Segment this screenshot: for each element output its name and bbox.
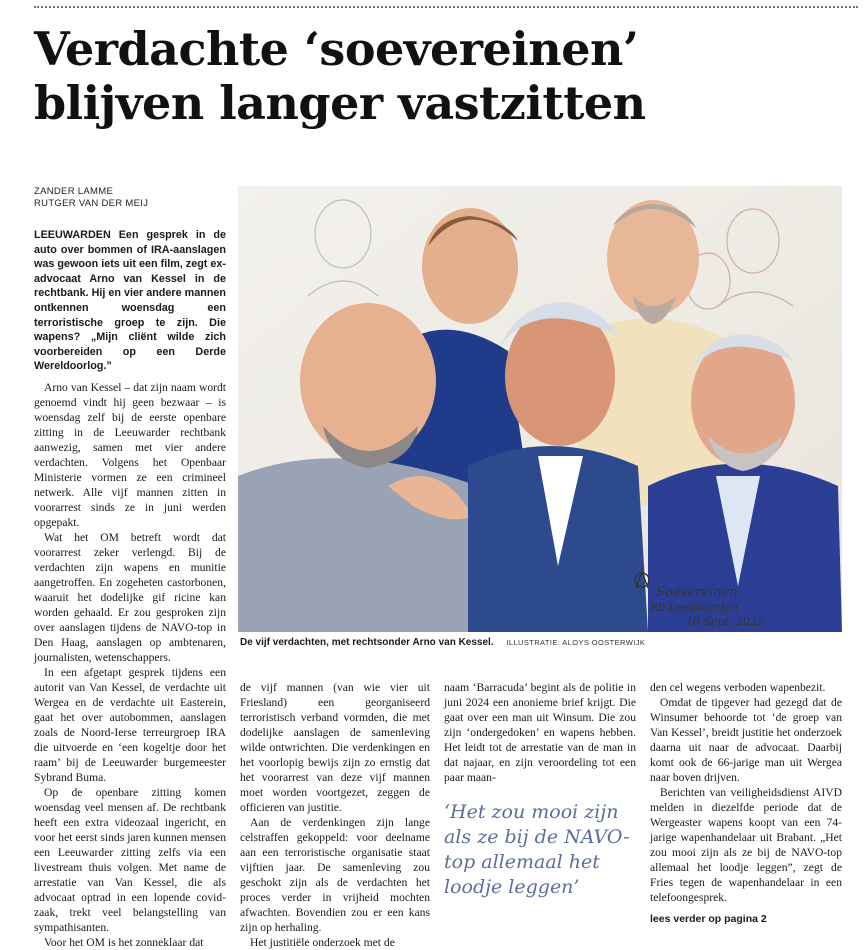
illustration-drawing: [238, 186, 842, 632]
body-paragraph: de vijf mannen (van wie vier uit Friesland) een georganiseerd terroristisch verband vormden, die met dodelijke aanslagen de samenleving wilde ontwrichten. Die verdenkingen en het voorlopig bewijs zijn zo ernstig dat het voorarrest van deze vijf mannen moet worden voortgezet, zeggen de officieren van justitie.: [240, 681, 430, 814]
body-paragraph: Berichten van veiligheidsdienst AIVD melden in diezelfde periode dat de Wergeaster wapens koopt van een 74-jarige wapenhandelaar uit Brabant. „Het zou mooi zijn als ze bij de NAVO-top allemaal het loodje leggen”, zegt de Fries tegen de wapenhandelaar in een telefoongesprek.: [650, 786, 842, 904]
body-paragraph: In een afgetapt gesprek tijdens een autorit van Van Kessel, de verdachte uit Wergea en de verdachte uit Easterein, gaat het over autobommen, aanslagen zoals de Noord-Ierse terreurgroep IRA die uitvoerde en ‘een kogeltje door het raam’ bij de Leeuwarder burgemeester Sybrand Buma.: [34, 665, 226, 784]
body-paragraph: Arno van Kessel – dat zijn naam wordt genoemd vindt hij geen bezwaar – is woensdag zelf bij de eerste openbare zitting in de Leeuwarder rechtbank aanwezig, samen met vier andere verdachten. Volgens het Openbaar Ministerie vormen ze een crimineel netwerk. Alle vijf mannen zitten in voorarrest sinds ze in juni werden opgepakt.: [34, 380, 226, 529]
body-paragraph: den cel wegens verboden wapenbezit.: [650, 681, 826, 694]
body-paragraph: Voor het OM is het zonneklaar dat: [44, 935, 204, 949]
lead-paragraph: LEEUWARDEN Een gesprek in de auto over bommen of IRA-aanslagen was gewoon iets uit een film, zegt ex-advocaat Arno van Kessel in de rechtbank. Hij en vier andere mannen ontkennen woensdag een terroristische groep te zijn. Die wapens? „Mijn cliënt wilde zich voorbereiden op een Derde Wereldoorlog.”: [34, 229, 227, 373]
article-column-2: [240, 680, 430, 950]
article-column-3: [444, 680, 636, 785]
body-paragraph: Omdat de tipgever had gezegd dat de Winsumer behoorde tot ‘de groep van Van Kessel’, breidt justitie het onderzoek daarna uit naar de advocaat. Daarbij komt ook de 66-jarige man uit Wergea naar boven drijven.: [650, 696, 842, 784]
signature-text: Rb Leeuwarden: [650, 601, 739, 614]
author-name: RUTGER VAN DER MEIJ: [34, 198, 149, 209]
body-paragraph: Aan de verdenkingen zijn lange celstraffen gekoppeld: voor deelname aan een terroristische organisatie staat vijftien jaar. De samenleving zou geschokt zijn als de verdachten het proces verder in vrijheid mochten afwachten. Bovendien zou er een kans zijn op herhaling.: [240, 816, 430, 934]
body-paragraph: naam ‘Barracuda’ begint als de politie in juni 2024 een anonieme brief krijgt. Die gaat over een man uit Winsum. Die zou zijn ‘ondergedoken’ en wapens hebben. Het leidt tot de arrestatie van de man in dat najaar, en zijn veroordeling tot een paar maan-: [444, 681, 636, 784]
caption-credit: ILLUSTRATIE: ALOYS OOSTERWIJK: [506, 638, 646, 647]
author-name: ZANDER LAMME: [34, 186, 114, 197]
pull-quote: ‘Het zou mooi zijn als ze bij de NAVO-top allemaal het loodje leggen’: [444, 801, 630, 898]
article-column-4: [650, 680, 842, 905]
body-paragraph: Wat het OM betreft wordt dat voorarrest zeker verlengd. Bij de verdachten zijn wapens en munitie aangetroffen. En zogeheten castorbonen, waaruit het dodelijke gif ricine kan worden gehaald. Er zou gesproken zijn over aanslagen tijdens de NAVO-top in Den Haag, aanslagen op ambtenaren, journalisten, wetenschappers.: [34, 530, 226, 664]
signature-text: 10 Sept. 2025: [686, 615, 764, 628]
headline: [34, 22, 854, 130]
article-column-1: [34, 228, 226, 950]
signature-text: Soevereinen: [656, 585, 738, 600]
headline-line-2: blijven langer vastzitten: [34, 76, 646, 130]
headline-line-1: Verdachte ‘soevereinen’: [34, 22, 639, 76]
read-more-link[interactable]: lees verder op pagina 2: [650, 913, 767, 925]
body-paragraph: Op de openbare zitting komen woensdag veel mensen af. De rechtbank heeft een extra videozaal ingericht, en voor het eerst sinds jaren kunnen mensen een Leeuwarder zitting zelfs via een livestream thuis volgen. Met name de arrestatie van Van Kessel, die als advocaat optrad in een lopende covid-zaak, trekt veel belangstelling van sympathisanten.: [34, 785, 226, 934]
courtroom-illustration: [238, 186, 842, 632]
body-paragraph: Het justitiële onderzoek met de: [250, 936, 395, 949]
byline: [34, 186, 148, 210]
illustration-caption: [240, 636, 840, 649]
top-dotted-rule: [34, 6, 858, 8]
caption-text: De vijf verdachten, met rechtsonder Arno van Kessel.: [240, 637, 494, 648]
